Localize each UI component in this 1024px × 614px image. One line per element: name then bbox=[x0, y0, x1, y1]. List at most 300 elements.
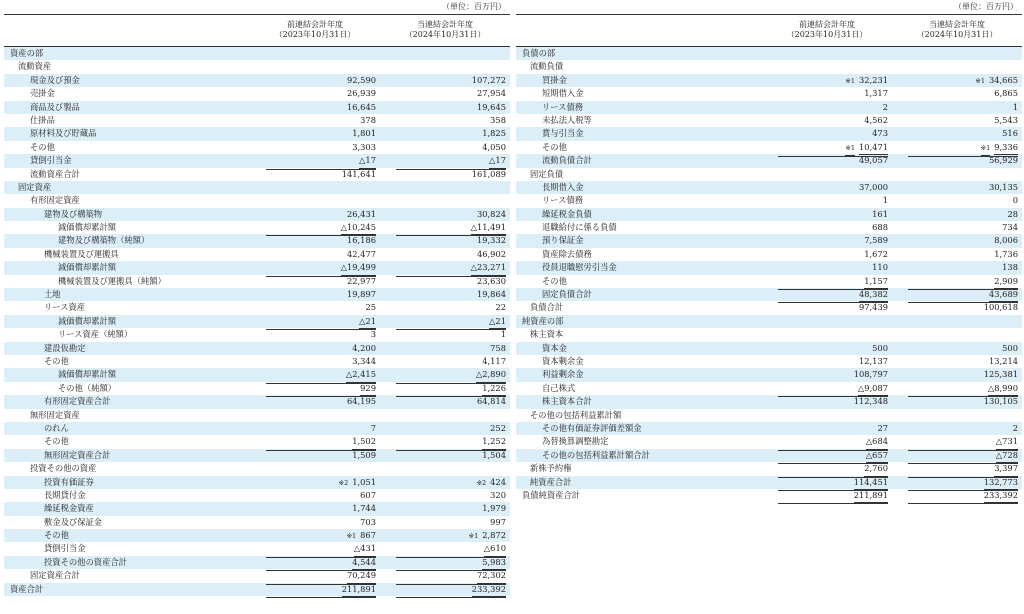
table-row bbox=[516, 154, 1022, 167]
prev-year-value bbox=[250, 114, 380, 127]
amount: 1,051 bbox=[352, 476, 376, 487]
table-row bbox=[516, 127, 1022, 140]
amount: 211,891 bbox=[342, 583, 376, 597]
amount: 734 bbox=[1002, 222, 1018, 233]
amount: △17 bbox=[489, 154, 506, 168]
row-label: その他（純額） bbox=[58, 382, 117, 393]
amount: 1,226 bbox=[482, 382, 506, 396]
prev-year-value bbox=[250, 141, 380, 154]
prev-year-value bbox=[250, 248, 380, 261]
curr-year-value bbox=[380, 382, 510, 395]
row-label: 投資その他の資産合計 bbox=[44, 556, 127, 567]
amount: △731 bbox=[996, 435, 1018, 449]
prev-year-value bbox=[762, 368, 892, 381]
row-label: 為替換算調整勘定 bbox=[542, 436, 609, 447]
table-row bbox=[516, 87, 1022, 100]
amount: △728 bbox=[996, 449, 1018, 463]
prev-year-value bbox=[250, 502, 380, 515]
table-row bbox=[516, 208, 1022, 221]
prev-year-value bbox=[250, 449, 380, 462]
row-label: 固定負債合計 bbox=[542, 289, 592, 300]
prev-year-header: 前連結会計年度 （2023年10月31日） bbox=[274, 20, 356, 39]
prev-year-value bbox=[762, 288, 892, 301]
table-row bbox=[516, 261, 1022, 274]
amount: 2 bbox=[882, 101, 888, 112]
curr-year-value bbox=[892, 154, 1022, 167]
amount: △17 bbox=[359, 154, 376, 168]
table-row bbox=[516, 181, 1022, 194]
curr-year-value bbox=[892, 435, 1022, 448]
footnote-mark: ※2 bbox=[476, 478, 487, 487]
table-row bbox=[4, 261, 510, 274]
row-label: 建物及び構築物（純額） bbox=[58, 235, 150, 246]
row-label: 利益剰余金 bbox=[542, 369, 584, 380]
amount: 72,302 bbox=[477, 569, 506, 583]
table-row bbox=[516, 328, 1022, 341]
amount: 22,977 bbox=[346, 275, 376, 286]
curr-year-value bbox=[380, 141, 510, 154]
amount: 97,439 bbox=[858, 302, 888, 313]
curr-year-value bbox=[380, 288, 510, 301]
amount: 3 bbox=[370, 329, 376, 340]
prev-year-value bbox=[762, 87, 892, 100]
curr-year-value bbox=[892, 181, 1022, 194]
prev-year-value bbox=[250, 101, 380, 114]
amount: 4,117 bbox=[482, 355, 506, 366]
amount: 1,157 bbox=[864, 275, 888, 289]
curr-year-value bbox=[380, 422, 510, 435]
curr-year-value bbox=[892, 288, 1022, 301]
amount: 703 bbox=[360, 516, 376, 527]
liabilities-rows bbox=[516, 47, 1022, 502]
amount: 16,645 bbox=[346, 101, 376, 112]
row-label: 有形固定資産 bbox=[30, 195, 80, 206]
table-row bbox=[4, 221, 510, 234]
amount: 30,824 bbox=[476, 208, 506, 219]
prev-year-value bbox=[250, 542, 380, 555]
curr-year-value bbox=[892, 47, 1022, 60]
curr-year-value bbox=[892, 422, 1022, 435]
prev-year-value bbox=[762, 168, 892, 181]
prev-year-value bbox=[250, 127, 380, 140]
prev-year-value bbox=[250, 395, 380, 408]
row-label: 投資有価証券 bbox=[44, 476, 94, 487]
amount: 688 bbox=[872, 222, 888, 233]
amount: 108,797 bbox=[853, 369, 888, 380]
curr-year-value bbox=[380, 60, 510, 73]
curr-year-value bbox=[892, 74, 1022, 87]
amount: 1,252 bbox=[482, 435, 506, 449]
prev-year-value bbox=[762, 74, 892, 87]
curr-year-value bbox=[892, 409, 1022, 422]
prev-year-value bbox=[250, 368, 380, 381]
amount: 358 bbox=[490, 114, 506, 125]
amount: 3,303 bbox=[352, 141, 376, 152]
table-row bbox=[516, 342, 1022, 355]
table-row bbox=[516, 168, 1022, 181]
row-label: 機械装置及び運搬具（純額） bbox=[58, 275, 166, 286]
amount: 1,736 bbox=[994, 248, 1018, 259]
row-label: その他の包括利益累計額合計 bbox=[542, 449, 650, 460]
prev-year-value bbox=[250, 221, 380, 234]
prev-year-value bbox=[250, 234, 380, 247]
curr-year-value bbox=[380, 529, 510, 542]
row-label: 未払法人税等 bbox=[542, 114, 592, 125]
amount: 1,502 bbox=[352, 435, 376, 449]
assets-section bbox=[4, 0, 510, 596]
curr-year-value bbox=[380, 315, 510, 328]
prev-year-value bbox=[250, 556, 380, 569]
table-row bbox=[516, 114, 1022, 127]
table-row bbox=[4, 435, 510, 448]
row-label: 投資その他の資産 bbox=[30, 463, 97, 474]
curr-year-value bbox=[380, 87, 510, 100]
table-row bbox=[516, 355, 1022, 368]
row-label: 貸倒引当金 bbox=[44, 543, 86, 554]
row-label: 資産除去債務 bbox=[542, 248, 592, 259]
row-label: リース債務 bbox=[542, 195, 584, 206]
row-label: 純資産の部 bbox=[522, 315, 564, 326]
amount: 19,897 bbox=[346, 289, 376, 300]
prev-year-value bbox=[250, 569, 380, 582]
footnote-mark: ※1 bbox=[468, 532, 479, 541]
amount: 141,641 bbox=[341, 168, 376, 179]
prev-year-value bbox=[762, 208, 892, 221]
amount: 5,543 bbox=[994, 114, 1018, 125]
curr-year-value bbox=[380, 74, 510, 87]
amount: 26,939 bbox=[346, 88, 376, 99]
row-label: 減価償却累計額 bbox=[58, 369, 117, 380]
amount: 1,825 bbox=[482, 128, 506, 139]
table-row bbox=[516, 449, 1022, 462]
amount: 70,249 bbox=[347, 569, 376, 583]
curr-year-value bbox=[380, 342, 510, 355]
amount: 1 bbox=[1012, 101, 1018, 112]
amount: △8,990 bbox=[988, 382, 1018, 396]
amount: △2,415 bbox=[346, 368, 376, 382]
table-row bbox=[4, 556, 510, 569]
amount: 6,865 bbox=[994, 88, 1018, 99]
amount: 92,590 bbox=[346, 74, 376, 85]
row-label: 商品及び製品 bbox=[30, 101, 80, 112]
row-label: 流動負債合計 bbox=[542, 155, 592, 166]
prev-year-value bbox=[250, 181, 380, 194]
table-row bbox=[4, 87, 510, 100]
amount: 929 bbox=[360, 382, 376, 396]
row-label: 長期借入金 bbox=[542, 181, 584, 192]
table-row bbox=[4, 208, 510, 221]
amount: 4,050 bbox=[482, 141, 506, 152]
amount: 26,431 bbox=[346, 208, 376, 219]
curr-year-value bbox=[892, 234, 1022, 247]
amount: △9,087 bbox=[858, 382, 888, 396]
curr-year-value bbox=[380, 449, 510, 462]
row-label: 流動資産 bbox=[18, 61, 52, 72]
amount: 34,665 bbox=[988, 74, 1018, 85]
table-row bbox=[4, 288, 510, 301]
row-label: その他 bbox=[542, 275, 567, 286]
amount: 2,872 bbox=[482, 530, 506, 541]
prev-year-value bbox=[250, 301, 380, 314]
curr-year-value bbox=[380, 409, 510, 422]
curr-year-value bbox=[892, 301, 1022, 314]
prev-year-value bbox=[250, 261, 380, 274]
prev-year-value bbox=[250, 168, 380, 181]
amount: 49,057 bbox=[858, 155, 888, 166]
prev-year-value bbox=[762, 355, 892, 368]
curr-year-value bbox=[380, 47, 510, 60]
row-label: 資産の部 bbox=[10, 48, 44, 58]
row-label: 売掛金 bbox=[30, 88, 55, 99]
amount: 500 bbox=[1002, 342, 1018, 353]
unit-label: （単位：百万円） bbox=[954, 2, 1018, 11]
curr-year-value bbox=[380, 181, 510, 194]
amount: 114,451 bbox=[854, 476, 888, 490]
prev-year-value bbox=[250, 489, 380, 502]
amount: △657 bbox=[866, 449, 888, 463]
row-label: 株主資本合計 bbox=[542, 396, 592, 407]
row-label: 固定資産合計 bbox=[30, 570, 80, 581]
amount: 4,562 bbox=[864, 114, 888, 125]
prev-year-value bbox=[762, 114, 892, 127]
footnote-mark: ※1 bbox=[981, 142, 991, 156]
table-row bbox=[516, 248, 1022, 261]
amount: 7,589 bbox=[864, 235, 888, 246]
curr-year-value bbox=[892, 208, 1022, 221]
prev-year-value bbox=[250, 208, 380, 221]
row-label: 資本金 bbox=[542, 342, 567, 353]
amount: 7 bbox=[370, 422, 376, 433]
curr-year-value bbox=[380, 114, 510, 127]
row-label: 無形固定資産 bbox=[30, 409, 80, 420]
amount: 42,477 bbox=[346, 248, 376, 259]
table-row bbox=[4, 301, 510, 314]
prev-year-value bbox=[250, 275, 380, 288]
prev-year-value bbox=[250, 355, 380, 368]
table-row bbox=[4, 168, 510, 181]
row-label: 負債の部 bbox=[522, 48, 556, 58]
prev-year-value bbox=[762, 154, 892, 167]
prev-year-value bbox=[762, 382, 892, 395]
amount: 758 bbox=[490, 342, 506, 353]
curr-year-value bbox=[892, 449, 1022, 462]
curr-year-value bbox=[892, 328, 1022, 341]
table-row bbox=[4, 127, 510, 140]
footnote-mark: ※1 bbox=[975, 76, 985, 85]
prev-year-value bbox=[250, 342, 380, 355]
amount: 997 bbox=[490, 516, 506, 527]
amount: △21 bbox=[359, 315, 376, 329]
row-label: 長期貸付金 bbox=[44, 489, 86, 500]
prev-year-value bbox=[762, 181, 892, 194]
amount: 48,382 bbox=[859, 288, 888, 302]
row-label: 建設仮勘定 bbox=[44, 342, 86, 353]
table-row bbox=[4, 462, 510, 475]
curr-year-value bbox=[380, 368, 510, 381]
curr-year-value bbox=[892, 221, 1022, 234]
column-header bbox=[4, 14, 510, 47]
prev-year-value bbox=[762, 301, 892, 314]
prev-year-value bbox=[762, 315, 892, 328]
prev-year-value bbox=[762, 462, 892, 475]
amount: 125,381 bbox=[983, 369, 1018, 380]
amount: 2,760 bbox=[864, 462, 888, 476]
amount: 19,645 bbox=[476, 101, 506, 112]
footnote-mark: ※1 bbox=[346, 532, 357, 541]
row-label: 流動負債 bbox=[530, 61, 564, 72]
table-row bbox=[4, 275, 510, 288]
amount: 110 bbox=[872, 262, 888, 273]
curr-year-value bbox=[892, 114, 1022, 127]
amount: 132,773 bbox=[984, 476, 1018, 490]
table-row bbox=[4, 409, 510, 422]
amount: 378 bbox=[360, 114, 376, 125]
amount: 28 bbox=[1007, 208, 1018, 219]
curr-year-value bbox=[892, 342, 1022, 355]
table-row bbox=[4, 194, 510, 207]
table-row bbox=[4, 583, 510, 596]
table-row bbox=[516, 395, 1022, 408]
amount: 25 bbox=[365, 302, 376, 313]
table-row bbox=[516, 47, 1022, 60]
row-label: 自己株式 bbox=[542, 382, 576, 393]
amount: 0 bbox=[1012, 195, 1018, 206]
table-row bbox=[4, 141, 510, 154]
prev-year-value bbox=[250, 60, 380, 73]
curr-year-value bbox=[380, 556, 510, 569]
table-row bbox=[4, 154, 510, 167]
table-row bbox=[4, 101, 510, 114]
row-label: 繰延税金資産 bbox=[44, 503, 94, 514]
amount: 161,089 bbox=[471, 168, 506, 179]
curr-year-value bbox=[380, 569, 510, 582]
table-row bbox=[4, 248, 510, 261]
row-label: 役員退職慰労引当金 bbox=[542, 262, 617, 273]
amount: 100,618 bbox=[983, 302, 1018, 313]
row-label: のれん bbox=[44, 422, 69, 433]
amount: 867 bbox=[360, 530, 376, 541]
prev-year-value bbox=[762, 275, 892, 288]
curr-year-value bbox=[380, 435, 510, 448]
prev-year-value bbox=[762, 60, 892, 73]
footnote-mark: ※1 bbox=[845, 142, 855, 156]
amount: 1,504 bbox=[482, 449, 506, 460]
row-label: 貸倒引当金 bbox=[30, 155, 72, 166]
amount: 130,105 bbox=[983, 396, 1018, 407]
amount: 8,006 bbox=[994, 235, 1018, 246]
row-label: 資本剰余金 bbox=[542, 355, 584, 366]
amount: 112,348 bbox=[853, 396, 888, 407]
table-row bbox=[4, 342, 510, 355]
amount: 27 bbox=[877, 422, 888, 433]
amount: 233,392 bbox=[984, 489, 1018, 503]
curr-year-value bbox=[380, 395, 510, 408]
table-row bbox=[4, 476, 510, 489]
curr-year-value bbox=[380, 275, 510, 288]
table-row bbox=[516, 422, 1022, 435]
row-label: 減価償却累計額 bbox=[58, 262, 117, 273]
table-row bbox=[4, 368, 510, 381]
curr-year-value bbox=[892, 275, 1022, 288]
amount: 138 bbox=[1002, 262, 1018, 273]
column-header bbox=[516, 14, 1022, 47]
table-row bbox=[516, 275, 1022, 288]
row-label: 敷金及び保証金 bbox=[44, 516, 103, 527]
curr-year-value bbox=[380, 208, 510, 221]
row-label: 固定負債 bbox=[530, 168, 564, 179]
table-row bbox=[516, 194, 1022, 207]
amount: 64,195 bbox=[346, 396, 376, 407]
amount: 1 bbox=[500, 329, 506, 340]
footnote-mark: ※2 bbox=[338, 478, 349, 487]
prev-year-value bbox=[762, 435, 892, 448]
curr-year-value bbox=[380, 261, 510, 274]
table-row bbox=[516, 382, 1022, 395]
table-row bbox=[4, 395, 510, 408]
prev-year-value bbox=[762, 328, 892, 341]
curr-year-value bbox=[380, 127, 510, 140]
row-label: リース資産（純額） bbox=[58, 329, 133, 340]
amount: 211,891 bbox=[854, 489, 888, 503]
amount: 9,336 bbox=[994, 141, 1018, 155]
row-label: 繰延税金負債 bbox=[542, 208, 592, 219]
curr-year-value bbox=[892, 194, 1022, 207]
row-label: 固定資産 bbox=[18, 181, 52, 192]
amount: △10,245 bbox=[341, 221, 376, 235]
amount: △11,491 bbox=[471, 221, 506, 235]
prev-year-value bbox=[250, 87, 380, 100]
amount: 1,979 bbox=[482, 503, 506, 514]
row-label: その他 bbox=[542, 141, 567, 152]
curr-year-value bbox=[892, 261, 1022, 274]
prev-year-value bbox=[762, 234, 892, 247]
table-row bbox=[516, 301, 1022, 314]
row-label: その他 bbox=[44, 436, 69, 447]
amount: 22 bbox=[495, 302, 506, 313]
curr-year-value bbox=[380, 476, 510, 489]
curr-year-value bbox=[892, 489, 1022, 502]
table-row bbox=[4, 382, 510, 395]
amount: 233,392 bbox=[472, 583, 506, 597]
row-label: 短期借入金 bbox=[542, 88, 584, 99]
table-row bbox=[516, 368, 1022, 381]
curr-year-value bbox=[380, 489, 510, 502]
amount: 46,902 bbox=[476, 248, 506, 259]
curr-year-value bbox=[380, 168, 510, 181]
row-label: 資産合計 bbox=[10, 583, 44, 594]
curr-year-value bbox=[892, 101, 1022, 114]
curr-year-value bbox=[380, 462, 510, 475]
amount: 13,214 bbox=[988, 355, 1018, 366]
row-label: リース債務 bbox=[542, 101, 584, 112]
row-label: 減価償却累計額 bbox=[58, 222, 117, 233]
table-row bbox=[516, 221, 1022, 234]
table-row bbox=[4, 74, 510, 87]
row-label: 流動資産合計 bbox=[30, 168, 80, 179]
prev-year-value bbox=[250, 435, 380, 448]
row-label: 建物及び構築物 bbox=[44, 208, 103, 219]
prev-year-value bbox=[762, 422, 892, 435]
amount: 12,137 bbox=[858, 355, 888, 366]
amount: 1,317 bbox=[864, 88, 888, 99]
curr-year-value bbox=[380, 583, 510, 596]
amount: 23,630 bbox=[476, 275, 506, 286]
prev-year-value bbox=[762, 395, 892, 408]
amount: △684 bbox=[866, 435, 888, 449]
row-label: 負債純資産合計 bbox=[522, 489, 581, 500]
prev-year-value bbox=[250, 476, 380, 489]
prev-year-value bbox=[762, 261, 892, 274]
